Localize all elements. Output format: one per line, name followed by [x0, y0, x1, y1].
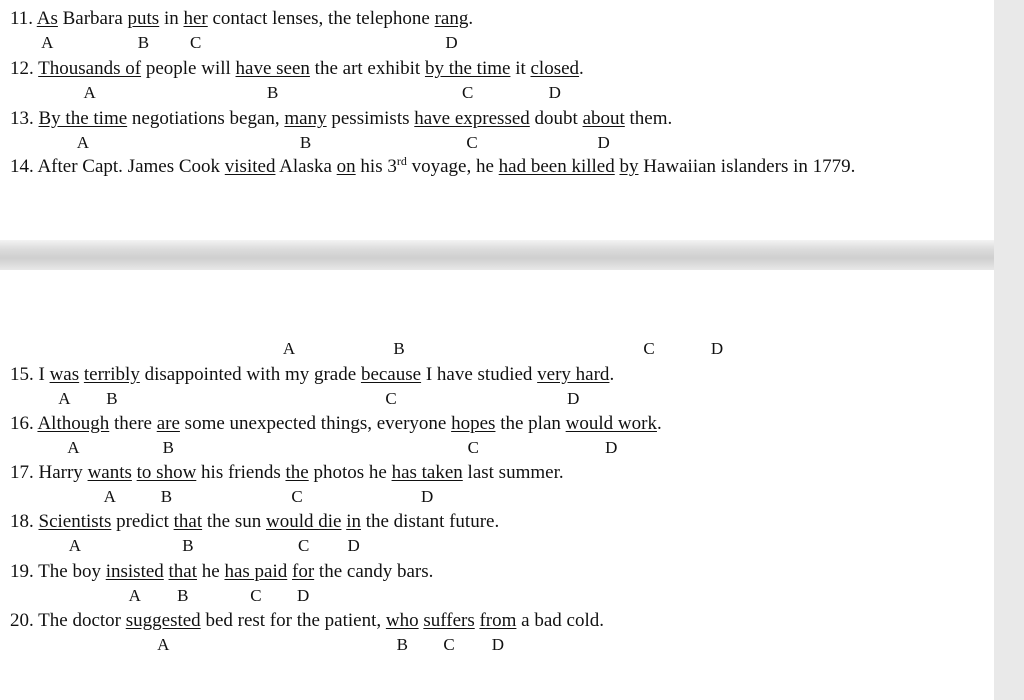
question-number: 16. — [10, 413, 34, 434]
top-option-label-c: C — [643, 339, 655, 358]
sentence-text: a bad cold. — [516, 610, 604, 631]
top-option-label-b: B — [393, 339, 405, 358]
underlined-option: suffers — [423, 610, 475, 631]
underlined-option: puts — [127, 8, 160, 29]
question-18 — [10, 511, 499, 533]
sentence-text: . — [656, 413, 662, 434]
underlined-option: suggested — [125, 610, 201, 631]
underlined-option: on — [336, 156, 356, 177]
option-label-c: C — [443, 635, 455, 654]
underlined-option: was — [49, 364, 80, 385]
underlined-option: that — [168, 561, 198, 582]
question-number: 14. — [10, 156, 34, 177]
question-number: 19. — [10, 561, 34, 582]
question-16 — [10, 413, 662, 435]
sentence-text: doubt — [529, 108, 583, 129]
underlined-option: Although — [37, 413, 110, 434]
option-label-d: D — [548, 83, 561, 102]
underlined-option: insisted — [105, 561, 164, 582]
question-13 — [10, 108, 672, 130]
option-label-b: B — [137, 33, 150, 52]
sentence-text: . — [579, 58, 584, 79]
option-label-d: D — [491, 635, 505, 654]
sentence-text: some unexpected things, everyone — [179, 413, 452, 434]
underlined-option: in — [346, 511, 361, 532]
sentence-text: The boy — [38, 561, 106, 582]
sentence-text: his friends — [196, 462, 286, 483]
underlined-option: are — [156, 413, 180, 434]
option-label-c: C — [189, 33, 202, 52]
sentence-text: negotiations began, — [127, 108, 285, 129]
underlined-option: the — [285, 462, 309, 483]
option-label-a: A — [41, 33, 54, 52]
question-number: 15. — [10, 364, 34, 385]
sentence-text: it — [510, 58, 531, 79]
underlined-option: By the time — [38, 108, 128, 129]
sentence-text: photos he — [308, 462, 392, 483]
sentence-text: pessimists — [326, 108, 415, 129]
underlined-option: who — [385, 610, 419, 631]
sentence-text: Harry — [38, 462, 88, 483]
option-label-d: D — [605, 438, 618, 457]
sentence-text: Hawaiian islanders in 1779. — [638, 156, 856, 177]
option-label-a: A — [103, 487, 116, 506]
sentence-text: I — [38, 364, 50, 385]
underlined-option: by the time — [424, 58, 511, 79]
question-20 — [10, 610, 604, 632]
option-label-b: B — [396, 635, 408, 654]
underlined-option: very hard — [537, 364, 610, 385]
question-12 — [10, 58, 584, 80]
sentence-text: in — [159, 8, 184, 29]
sentence-text: there — [109, 413, 157, 434]
option-label-c: C — [385, 389, 397, 408]
sentence-text: the distant future. — [360, 511, 500, 532]
option-label-d: D — [567, 389, 580, 408]
sentence-text: voyage, he — [406, 156, 499, 177]
sentence-text: the plan — [495, 413, 566, 434]
option-label-d: D — [347, 536, 360, 555]
sentence-text: them. — [624, 108, 673, 129]
option-label-a: A — [83, 83, 96, 102]
sentence-text: bed rest for the patient, — [200, 610, 386, 631]
option-label-c: C — [291, 487, 303, 506]
sentence-text: last summer. — [462, 462, 564, 483]
option-label-b: B — [267, 83, 279, 102]
sentence-text: . — [609, 364, 615, 385]
underlined-option: wants — [87, 462, 132, 483]
sentence-text: contact lenses, the telephone — [207, 8, 435, 29]
page-divider — [0, 240, 994, 270]
underlined-option: would die — [265, 511, 342, 532]
sentence-text: Alaska — [275, 156, 337, 177]
underlined-option: As — [36, 8, 58, 29]
underlined-option: rang — [434, 8, 469, 29]
underlined-option: her — [183, 8, 208, 29]
underlined-option: terribly — [83, 364, 140, 385]
underlined-option: have expressed — [414, 108, 530, 129]
option-label-a: A — [67, 438, 80, 457]
question-number: 20. — [10, 610, 34, 631]
question-19 — [10, 561, 433, 583]
question-number: 12. — [10, 58, 34, 79]
option-label-a: A — [128, 586, 141, 605]
option-label-b: B — [106, 389, 118, 408]
option-label-c: C — [462, 83, 474, 102]
option-label-a: A — [157, 635, 170, 654]
option-label-b: B — [177, 586, 189, 605]
sentence-text: The doctor — [38, 610, 126, 631]
underlined-option: to show — [136, 462, 197, 483]
option-label-d: D — [421, 487, 434, 506]
option-label-c: C — [298, 536, 310, 555]
question-15 — [10, 364, 614, 386]
option-label-d: D — [445, 33, 458, 52]
right-margin — [994, 0, 1024, 700]
option-label-b: B — [299, 133, 312, 152]
sentence-text: the candy bars. — [314, 561, 434, 582]
underlined-option: would work — [565, 413, 657, 434]
underlined-option: by — [619, 156, 639, 177]
option-label-d: D — [296, 586, 310, 605]
superscript: rd — [396, 154, 407, 168]
option-label-b: B — [182, 536, 194, 555]
underlined-option: closed — [530, 58, 580, 79]
top-option-label-a: A — [282, 339, 296, 358]
underlined-option: has taken — [391, 462, 463, 483]
option-label-b: B — [162, 438, 174, 457]
underlined-option: Thousands of — [38, 58, 142, 79]
underlined-option: had been killed — [498, 156, 615, 177]
option-label-a: A — [68, 536, 82, 555]
option-label-a: A — [58, 389, 71, 408]
option-label-c: C — [250, 586, 262, 605]
sentence-text: people will — [141, 58, 236, 79]
underlined-option: has paid — [224, 561, 288, 582]
sentence-text: the art exhibit — [309, 58, 425, 79]
sentence-text: his 3 — [355, 156, 397, 177]
question-number: 13. — [10, 108, 34, 129]
sentence-text: After Capt. James Cook — [37, 156, 225, 177]
sentence-text: predict — [111, 511, 174, 532]
underlined-option: from — [479, 610, 517, 631]
question-number: 18. — [10, 511, 34, 532]
underlined-option: about — [582, 108, 625, 129]
underlined-option: many — [284, 108, 327, 129]
underlined-option: for — [292, 561, 315, 582]
underlined-option: that — [173, 511, 203, 532]
option-label-a: A — [76, 133, 89, 152]
sentence-text: he — [197, 561, 225, 582]
question-14 — [10, 156, 855, 178]
question-number: 17. — [10, 462, 34, 483]
top-option-label-d: D — [710, 339, 724, 358]
sentence-text: . — [468, 8, 474, 29]
sentence-text: disappointed with my grade — [139, 364, 361, 385]
sentence-text: the sun — [202, 511, 266, 532]
option-label-b: B — [160, 487, 173, 506]
sentence-text: Barbara — [57, 8, 128, 29]
question-17 — [10, 462, 564, 484]
option-label-c: C — [467, 438, 479, 457]
sentence-text: I have studied — [421, 364, 538, 385]
question-number: 11. — [10, 8, 34, 29]
underlined-option: hopes — [451, 413, 496, 434]
underlined-option: visited — [224, 156, 276, 177]
underlined-option: because — [360, 364, 422, 385]
option-label-c: C — [466, 133, 478, 152]
underlined-option: have seen — [235, 58, 310, 79]
underlined-option: Scientists — [38, 511, 112, 532]
question-11 — [10, 8, 473, 30]
option-label-d: D — [597, 133, 610, 152]
